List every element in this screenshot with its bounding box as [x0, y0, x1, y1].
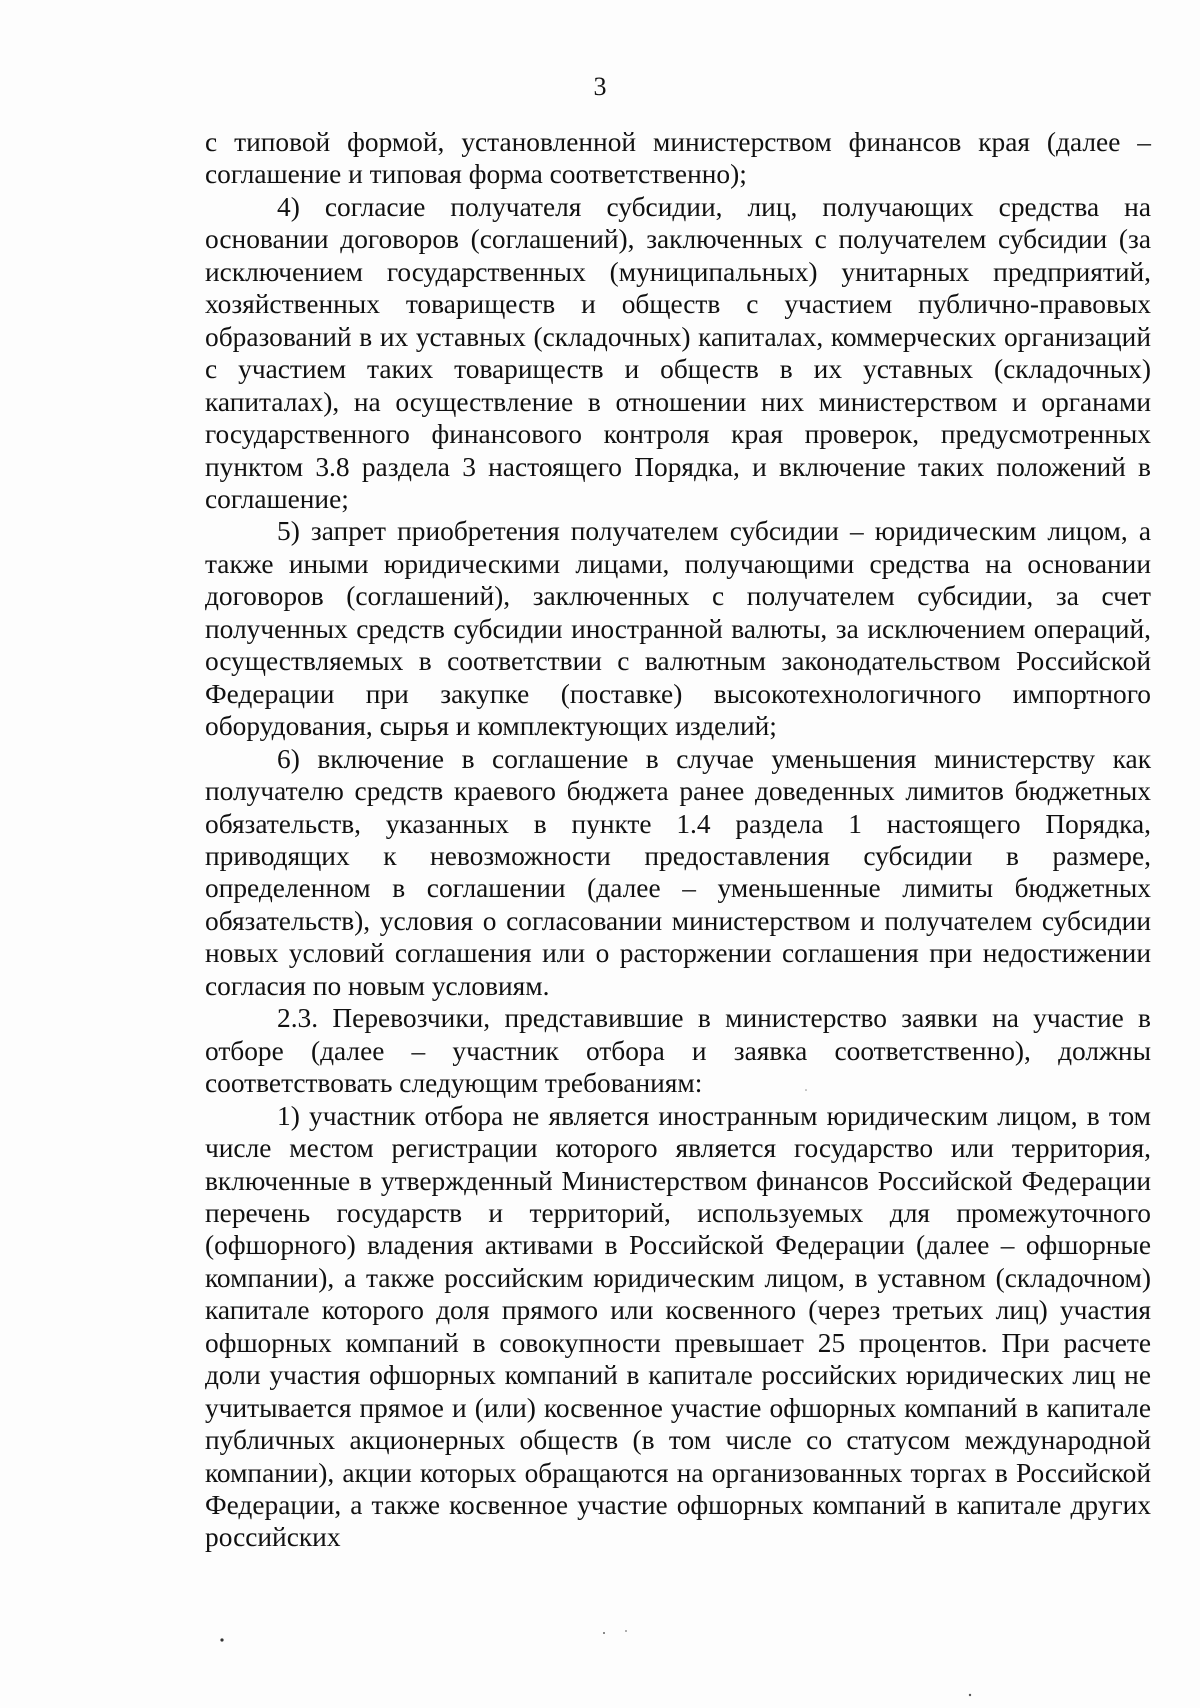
paragraph-continuation: с типовой формой, установленной министерством финансов края (далее – соглашение и типовая форма соответственно); [205, 127, 1151, 190]
paragraph-item-4: 4) согласие получателя субсидии, лиц, получающих средства на основании договоров (соглашений), заключенных с получателем субсидии (за исключением государственных (муниципальных) унитарных предприятий, хозяйственных товариществ и обществ с участием публично-правовых образований в их уставных (складочных) капиталах, коммерческих организаций с участием таких товариществ и обществ в их уставных (складочных) капиталах), на осуществление в отношении них министерством и органами государственного финансового контроля края проверок, предусмотренных пунктом 3.8 раздела 3 настоящего Порядка, и включение таких положений в соглашение; [205, 191, 1151, 514]
paragraph-item-6: 6) включение в соглашение в случае уменьшения министерству как получателю средств краевого бюджета ранее доведенных лимитов бюджетных обязательств, указанных в пункте 1.4 раздела 1 настоящего Порядка, приводящих к невозможности предоставления субсидии в размере, определенном в соглашении (далее – уменьшенные лимиты бюджетных обязательств), условия о согласовании министерством и получателем субсидии новых условий соглашения или о расторжении соглашения при недостижении согласия по новым условиям. [205, 743, 1151, 1001]
page-number: 3 [593, 72, 607, 101]
document-body [205, 126, 1151, 1554]
paragraph-section-2-3: 2.3. Перевозчики, представившие в министерство заявки на участие в отборе (далее – участник отбора и заявка соответственно), должны соответствовать следующим требованиям: [205, 1003, 1151, 1099]
paragraph-requirement-1: 1) участник отбора не является иностранным юридическим лицом, в том числе местом регистрации которого является государство или территория, включенные в утвержденный Министерством финансов Российской Федерации перечень государств и территорий, используемых для промежуточного (офшорного) владения активами в Российской Федерации (далее – офшорные компании), а также российским юридическим лицом, в уставном (складочном) капитале которого доля прямого или косвенного (через третьих лиц) участия офшорных компаний в совокупности превышает 25 процентов. При расчете доли участия офшорных компаний в капитале российских юридических лиц не учитывается прямое и (или) косвенное участие офшорных компаний в капитале публичных акционерных обществ (в том числе со статусом международной компании), акции которых обращаются на организованных торгах в Российской Федерации, а также косвенное участие офшорных компаний в капитале других российских [205, 1100, 1151, 1553]
paragraph-item-5: 5) запрет приобретения получателем субсидии – юридическим лицом, а также иными юридическими лицами, получающими средства на основании договоров (соглашений), заключенных с получателем субсидии, за счет полученных средств субсидии иностранной валюты, за исключением операций, осуществляемых в соответствии с валютным законодательством Российской Федерации при закупке (поставке) высокотехнологичного импортного оборудования, сырья и комплектующих изделий; [205, 516, 1151, 742]
